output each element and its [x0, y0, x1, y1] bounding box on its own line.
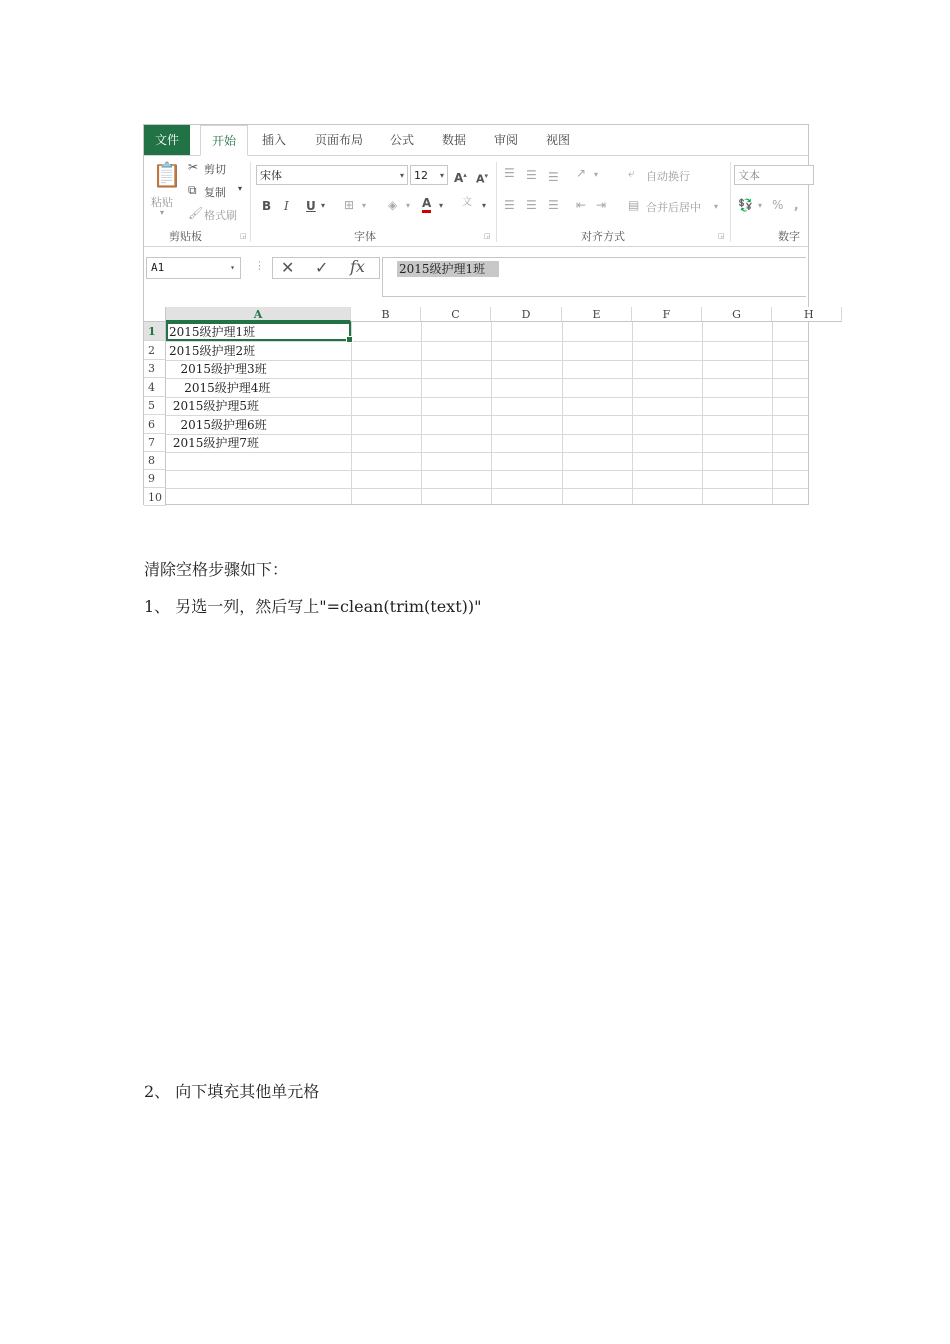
- column-header[interactable]: A: [166, 307, 351, 322]
- border-icon[interactable]: ⊞: [344, 198, 355, 212]
- divider: [496, 162, 497, 242]
- number-group-label: 数字: [778, 230, 800, 243]
- font-name-select[interactable]: [256, 165, 408, 185]
- currency-icon[interactable]: 💱: [738, 198, 753, 212]
- dialog-launcher-icon[interactable]: ◲: [240, 232, 247, 240]
- font-group-label: 字体: [354, 230, 376, 243]
- underline-icon[interactable]: U: [306, 199, 316, 213]
- cell-a7[interactable]: 2015级护理7班: [169, 436, 259, 450]
- chevron-down-icon[interactable]: ▾: [362, 201, 367, 210]
- document-heading: 清除空格步骤如下：: [144, 560, 289, 579]
- row-header[interactable]: 8: [144, 452, 166, 470]
- chevron-down-icon: ▾: [160, 208, 165, 217]
- copy-dropdown-icon[interactable]: ▾: [238, 184, 243, 193]
- spreadsheet-grid: [144, 307, 814, 504]
- scissors-icon: ✂: [188, 160, 199, 174]
- select-all-corner[interactable]: [144, 307, 166, 322]
- chevron-down-icon[interactable]: ▾: [439, 201, 444, 210]
- row-header[interactable]: 3: [144, 360, 166, 378]
- fill-handle[interactable]: [346, 336, 353, 343]
- gridline: [166, 452, 808, 453]
- column-header[interactable]: E: [562, 307, 632, 322]
- orientation-icon[interactable]: ↗: [576, 166, 587, 180]
- clipboard-group-label: 剪贴板: [169, 230, 202, 243]
- gridline: [351, 322, 352, 504]
- name-box[interactable]: [146, 257, 241, 279]
- percent-icon[interactable]: %: [772, 198, 784, 212]
- dialog-launcher-icon[interactable]: ◲: [484, 232, 491, 240]
- row-header[interactable]: 1: [144, 322, 166, 341]
- row-header[interactable]: 9: [144, 470, 166, 488]
- cell-a5[interactable]: 2015级护理5班: [169, 399, 259, 413]
- row-header[interactable]: 2: [144, 341, 166, 360]
- increase-font-icon[interactable]: A▴: [454, 171, 467, 185]
- chevron-down-icon[interactable]: ▾: [321, 201, 326, 210]
- gridline: [421, 322, 422, 504]
- column-header[interactable]: F: [632, 307, 702, 322]
- chevron-down-icon[interactable]: ▾: [758, 201, 763, 210]
- decrease-indent-icon[interactable]: ⇤: [576, 198, 587, 212]
- chevron-down-icon[interactable]: ▾: [230, 263, 235, 272]
- excel-screenshot: [143, 124, 814, 505]
- ribbon-tabs: [144, 125, 808, 156]
- gridline: [166, 341, 808, 342]
- tab-page-layout[interactable]: 页面布局: [314, 133, 363, 147]
- format-painter-icon: 🖌: [188, 206, 204, 220]
- comma-style-icon[interactable]: ,: [794, 198, 799, 212]
- chevron-down-icon[interactable]: ▾: [714, 202, 719, 211]
- chevron-down-icon[interactable]: ▾: [406, 201, 411, 210]
- decrease-font-icon[interactable]: A▾: [476, 172, 489, 186]
- step-1-text: 1、 另选一列，然后写上"=clean(trim(text))": [144, 597, 482, 616]
- row-header[interactable]: 7: [144, 434, 166, 452]
- row-header[interactable]: 10: [144, 488, 166, 506]
- italic-icon[interactable]: I: [284, 199, 289, 213]
- divider: [250, 162, 251, 242]
- insert-function-icon[interactable]: fx: [350, 257, 365, 276]
- clipboard-icon: 📋: [152, 161, 182, 189]
- font-size-select[interactable]: [410, 165, 448, 185]
- column-header[interactable]: H: [772, 307, 842, 322]
- font-name-value: 宋体: [260, 169, 282, 182]
- row-header[interactable]: 4: [144, 378, 166, 397]
- formula-bar: [144, 247, 808, 297]
- column-header[interactable]: B: [351, 307, 421, 322]
- more-icon: ⋮: [254, 259, 265, 272]
- tab-formulas[interactable]: 公式: [389, 133, 414, 147]
- gridline: [166, 488, 808, 489]
- tab-review[interactable]: 审阅: [493, 133, 518, 147]
- copy-icon: ⧉: [188, 183, 197, 197]
- tab-data[interactable]: 数据: [441, 133, 466, 147]
- phonetic-icon[interactable]: 文: [462, 197, 472, 208]
- gridline: [702, 322, 703, 504]
- row-header[interactable]: 6: [144, 415, 166, 434]
- enter-icon[interactable]: ✓: [315, 258, 329, 277]
- gridline: [166, 397, 808, 398]
- cell-a6[interactable]: 2015级护理6班: [169, 418, 267, 432]
- dialog-launcher-icon[interactable]: ◲: [718, 232, 725, 240]
- align-top-icon[interactable]: ☰: [504, 166, 515, 180]
- merge-center-button[interactable]: 合并后居中: [646, 201, 701, 214]
- chevron-down-icon: ▾: [439, 171, 444, 180]
- tab-file[interactable]: 文件: [144, 125, 190, 155]
- merge-icon: ▤: [628, 198, 640, 212]
- chevron-down-icon[interactable]: ▾: [482, 201, 487, 210]
- cell-a2[interactable]: 2015级护理2班: [169, 344, 256, 358]
- formula-input[interactable]: [382, 257, 806, 297]
- gridline: [166, 470, 808, 471]
- increase-indent-icon[interactable]: ⇥: [596, 198, 607, 212]
- cut-button[interactable]: 剪切: [204, 163, 226, 176]
- number-format-select[interactable]: [734, 165, 814, 185]
- font-color-icon[interactable]: A: [422, 197, 431, 213]
- gridline: [632, 322, 633, 504]
- divider: [730, 162, 731, 242]
- align-middle-icon[interactable]: ☰: [526, 168, 537, 182]
- bold-icon[interactable]: B: [262, 199, 272, 213]
- align-center-icon[interactable]: ☰: [526, 198, 537, 212]
- active-cell-selection: [166, 322, 351, 341]
- step-2-text: 2、 向下填充其他单元格: [144, 1082, 320, 1101]
- font-size-value: 12: [414, 169, 428, 182]
- cell-a3[interactable]: 2015级护理3班: [169, 362, 267, 376]
- row-header[interactable]: 5: [144, 397, 166, 415]
- align-right-icon[interactable]: ☰: [548, 198, 559, 212]
- tab-view[interactable]: 视图: [545, 133, 570, 147]
- align-left-icon[interactable]: ☰: [504, 198, 515, 212]
- align-bottom-icon[interactable]: ☰: [548, 170, 559, 184]
- tab-insert[interactable]: 插入: [261, 133, 286, 147]
- name-box-value: A1: [151, 261, 165, 274]
- paste-label: 粘贴: [151, 196, 173, 209]
- chevron-down-icon[interactable]: ▾: [594, 170, 599, 179]
- wrap-text-button[interactable]: 自动换行: [646, 170, 690, 183]
- gridline: [491, 322, 492, 504]
- ribbon: [144, 156, 808, 247]
- cell-a1[interactable]: 2015级护理1班: [169, 325, 256, 339]
- column-header[interactable]: D: [491, 307, 562, 322]
- tab-home[interactable]: 开始: [200, 125, 248, 156]
- formula-buttons: [272, 257, 380, 279]
- format-painter-button[interactable]: 格式刷: [204, 209, 237, 222]
- fill-color-icon[interactable]: ◈: [388, 198, 398, 212]
- wrap-text-icon: ⤶: [628, 166, 635, 180]
- gridline: [772, 322, 773, 504]
- chevron-down-icon: ▾: [399, 171, 404, 180]
- alignment-group-label: 对齐方式: [581, 230, 625, 243]
- column-header[interactable]: C: [421, 307, 491, 322]
- cancel-icon[interactable]: ✕: [281, 258, 295, 277]
- column-header[interactable]: G: [702, 307, 772, 322]
- gridline: [166, 434, 808, 435]
- cell-a4[interactable]: 2015级护理4班: [169, 381, 271, 395]
- formula-content: 2015级护理1班: [397, 261, 499, 277]
- copy-button[interactable]: 复制: [204, 186, 226, 199]
- number-format-value: 文本: [738, 169, 760, 182]
- gridline: [562, 322, 563, 504]
